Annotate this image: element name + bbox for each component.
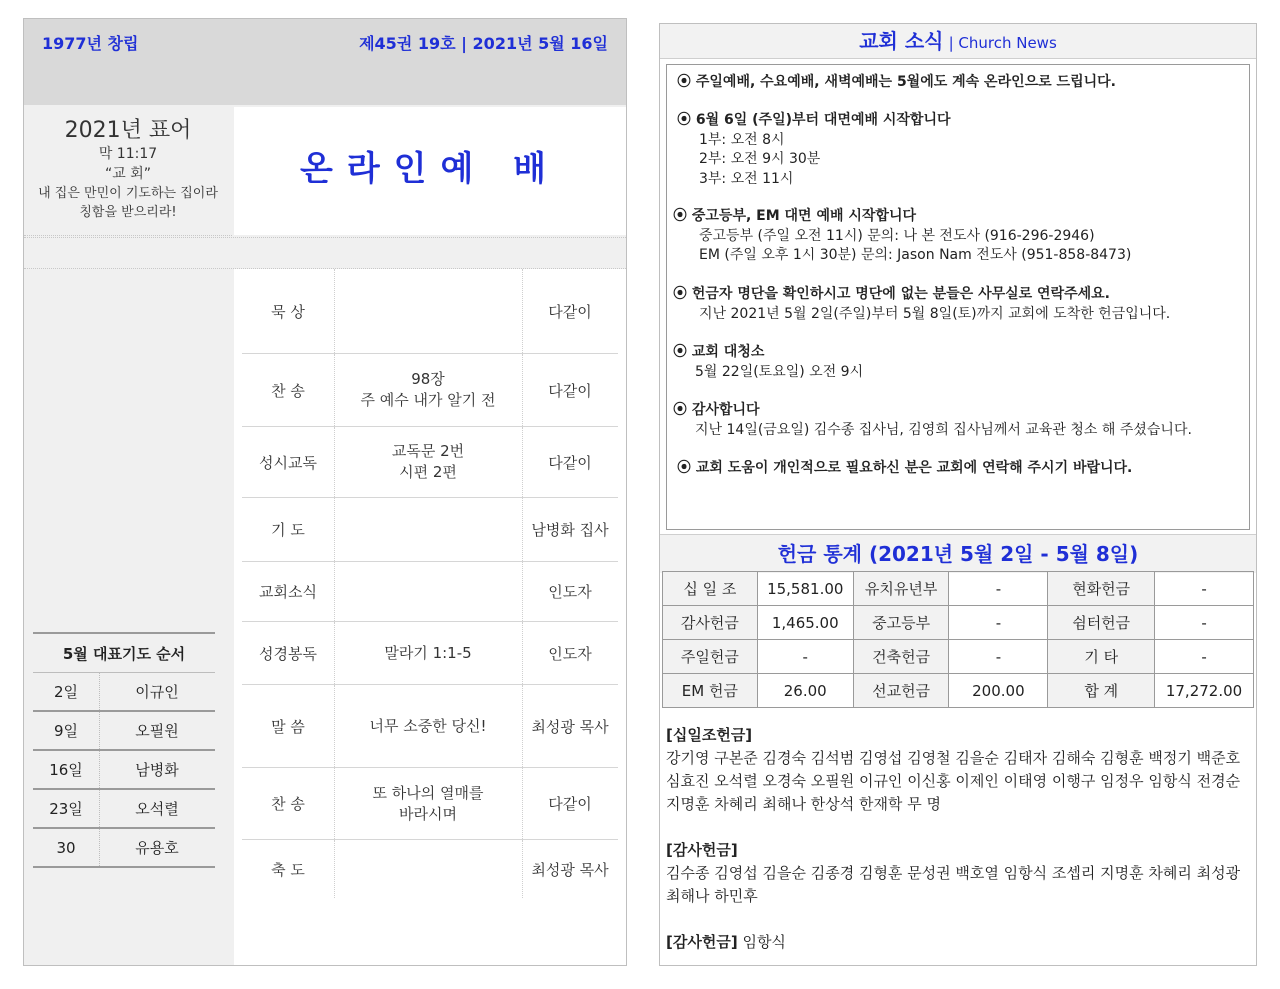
offering-table — [662, 571, 1254, 708]
offering-label: 기 타 — [1048, 640, 1155, 674]
names-heading: [감사헌금] — [666, 933, 738, 951]
prayer-date: 30 — [33, 829, 100, 866]
prayer-name: 남병화 — [135, 761, 179, 779]
order-content: 말라기 1:1-5 — [334, 622, 523, 684]
offering-amount: - — [949, 606, 1048, 640]
order-item: 기 도 — [242, 498, 335, 561]
offering-label: 현화헌금 — [1048, 572, 1155, 606]
order-row — [242, 354, 618, 427]
left-panel — [23, 18, 627, 966]
prayer-row — [33, 712, 215, 751]
news-item — [677, 73, 1259, 93]
offering-amount: 26.00 — [757, 674, 853, 708]
offering-names — [666, 724, 1250, 954]
offering-label: 감사헌금 — [663, 606, 758, 640]
offering-row — [663, 674, 1254, 708]
prayer-row — [33, 829, 215, 868]
prayer-schedule — [33, 632, 215, 868]
news-item-line: EM (주일 오후 1시 30분) 문의: Jason Nam 전도사 (951-858-8473) — [699, 247, 1132, 263]
order-row — [242, 840, 618, 898]
news-item-line: 3부: 오전 11시 — [699, 170, 794, 187]
offering-amount: - — [1155, 572, 1254, 606]
news-item — [673, 285, 1255, 324]
news-item-line: 5월 22일(토요일) 오전 9시 — [695, 363, 864, 380]
names-list: 김수종 김영섭 김을순 김종경 김형훈 문성권 백호열 임항식 조셉리 지명훈 차혜리 최성광 최해나 하민후 — [666, 864, 1241, 905]
order-item: 성시교독 — [242, 427, 335, 497]
news-title: 교회 소식 — [859, 29, 944, 53]
prayer-name: 이규인 — [135, 683, 179, 701]
worship-order — [234, 269, 626, 965]
motto-reference: 막 11:17 — [98, 146, 158, 162]
motto-line: 칭함을 받으리라! — [79, 205, 177, 220]
offering-row — [663, 606, 1254, 640]
prayer-date: 2일 — [33, 673, 100, 710]
order-content — [334, 498, 523, 561]
prayer-date: 16일 — [33, 751, 100, 788]
news-item — [673, 343, 1255, 382]
offering-label: 쉼터헌금 — [1048, 606, 1155, 640]
order-item: 축 도 — [242, 840, 335, 898]
names-heading: [십일조헌금] — [666, 726, 753, 744]
names-heading: [감사헌금] — [666, 841, 738, 859]
prayer-row — [33, 751, 215, 790]
offering-title: 헌금 통계 (2021년 5월 2일 - 5월 8일) — [660, 534, 1256, 573]
order-leader: 최성광 목사 — [531, 860, 609, 879]
news-item-heading: ⦿ 6월 6일 (주일)부터 대면예배 시작합니다 — [677, 112, 951, 128]
right-panel — [659, 23, 1257, 966]
news-item-line: 지난 2021년 5월 2일(주일)부터 5월 8일(토)까지 교회에 도착한 헌금입니다. — [699, 305, 1171, 322]
order-content — [334, 840, 523, 898]
order-item: 찬 송 — [242, 354, 335, 426]
order-leader: 인도자 — [548, 583, 592, 601]
order-content: 또 하나의 열매를 바라시며 — [334, 768, 523, 839]
news-item-heading: ⦿ 헌금자 명단을 확인하시고 명단에 없는 분들은 사무실로 연락주세요. — [673, 286, 1110, 302]
news-item-heading: ⦿ 주일예배, 수요예배, 새벽예배는 5월에도 계속 온라인으로 드립니다. — [677, 74, 1116, 90]
offering-label: 십 일 조 — [663, 572, 758, 606]
offering-amount: 200.00 — [949, 674, 1048, 708]
order-content — [334, 562, 523, 621]
order-row — [242, 622, 618, 685]
order-leader: 다같이 — [548, 453, 592, 472]
news-item-line: 2부: 오전 9시 30분 — [699, 151, 821, 167]
news-item — [673, 401, 1255, 440]
news-item-heading: ⦿ 감사합니다 — [673, 402, 760, 418]
motto-title: 2021년 표어 — [64, 118, 192, 143]
service-title: 온라인예 배 — [299, 149, 561, 189]
offering-amount: 17,272.00 — [1155, 674, 1254, 708]
offering-amount: - — [949, 640, 1048, 674]
order-item: 성경봉독 — [242, 622, 335, 684]
offering-label: 중고등부 — [853, 606, 949, 640]
motto-line: 내 집은 만민이 기도하는 집이라 — [38, 186, 218, 201]
prayer-row — [33, 673, 215, 712]
order-leader: 남병화 집사 — [531, 521, 609, 539]
order-content: 교독문 2번 시편 2편 — [334, 427, 523, 497]
news-item — [677, 459, 1259, 479]
order-content: 너무 소중한 당신! — [334, 685, 523, 767]
order-content — [334, 269, 523, 353]
prayer-date: 23일 — [33, 790, 100, 827]
news-item-line: 1부: 오전 8시 — [699, 131, 785, 148]
prayer-row — [33, 790, 215, 829]
news-item — [677, 111, 1259, 189]
order-row — [242, 269, 618, 354]
offering-label: 건축헌금 — [853, 640, 949, 674]
order-item: 묵 상 — [242, 269, 335, 353]
offering-amount: 1,465.00 — [757, 606, 853, 640]
news-item-line: 중고등부 (주일 오전 11시) 문의: 나 본 전도사 (916-296-2946) — [699, 227, 1095, 244]
order-item: 교회소식 — [242, 562, 335, 621]
news-item-line: 지난 14일(금요일) 김수종 집사님, 김영희 집사님께서 교육관 청소 해 주셨습니다. — [695, 421, 1192, 438]
news-header — [660, 24, 1256, 59]
order-row — [242, 768, 618, 840]
order-leader: 다같이 — [548, 302, 592, 321]
prayer-name: 오필원 — [135, 722, 179, 740]
order-leader: 최성광 목사 — [531, 717, 609, 736]
news-box — [666, 64, 1250, 530]
news-item — [673, 207, 1255, 266]
offering-label: 주일헌금 — [663, 640, 758, 674]
prayer-schedule-title: 5월 대표기도 순서 — [33, 634, 215, 673]
order-row — [242, 562, 618, 622]
offering-amount: - — [1155, 640, 1254, 674]
offering-label: 합 계 — [1048, 674, 1155, 708]
order-row — [242, 498, 618, 562]
yearly-motto — [24, 107, 232, 236]
news-item-heading: ⦿ 교회 도움이 개인적으로 필요하신 분은 교회에 연락해 주시기 바랍니다. — [677, 460, 1133, 476]
names-list: 강기영 구본준 김경숙 김석범 김영섭 김영철 김을순 김태자 김해숙 김형훈 백정기 백준호 심효진 오석렬 오경숙 오필원 이규인 이신홍 이제인 이태영 이행구 임정우 임항식 전경순 지명훈 차혜리 최해나 한상석 한재학 무 명 — [666, 749, 1241, 813]
offering-amount: - — [757, 640, 853, 674]
founded-label: 1977년 창립 — [42, 34, 139, 53]
order-row — [242, 685, 618, 768]
offering-amount: 15,581.00 — [757, 572, 853, 606]
service-title-box — [234, 107, 626, 235]
offering-amount: - — [949, 572, 1048, 606]
order-content: 98장 주 예수 내가 알기 전 — [334, 354, 523, 426]
news-item-heading: ⦿ 중고등부, EM 대면 예배 시작합니다 — [673, 208, 916, 224]
issue-label: 제45권 19호 | 2021년 5월 16일 — [359, 34, 608, 53]
news-item-heading: ⦿ 교회 대청소 — [673, 344, 765, 360]
offering-row — [663, 572, 1254, 606]
order-item: 찬 송 — [242, 768, 335, 839]
motto-quote: “교 회” — [104, 166, 151, 182]
prayer-date: 9일 — [33, 712, 100, 749]
order-leader: 인도자 — [548, 644, 592, 663]
names-list: 임항식 — [742, 933, 786, 951]
news-title-en: | Church News — [948, 34, 1057, 52]
order-leader: 다같이 — [548, 795, 592, 813]
offering-row — [663, 640, 1254, 674]
offering-label: EM 헌금 — [663, 674, 758, 708]
prayer-name: 오석렬 — [135, 800, 179, 818]
order-item: 말 씀 — [242, 685, 335, 767]
offering-amount: - — [1155, 606, 1254, 640]
divider-strip — [24, 237, 626, 269]
prayer-name: 유용호 — [135, 839, 179, 857]
offering-label: 선교헌금 — [853, 674, 949, 708]
order-row — [242, 427, 618, 498]
offering-label: 유치유년부 — [853, 572, 949, 606]
bulletin-header — [24, 19, 626, 105]
order-leader: 다같이 — [548, 381, 592, 400]
